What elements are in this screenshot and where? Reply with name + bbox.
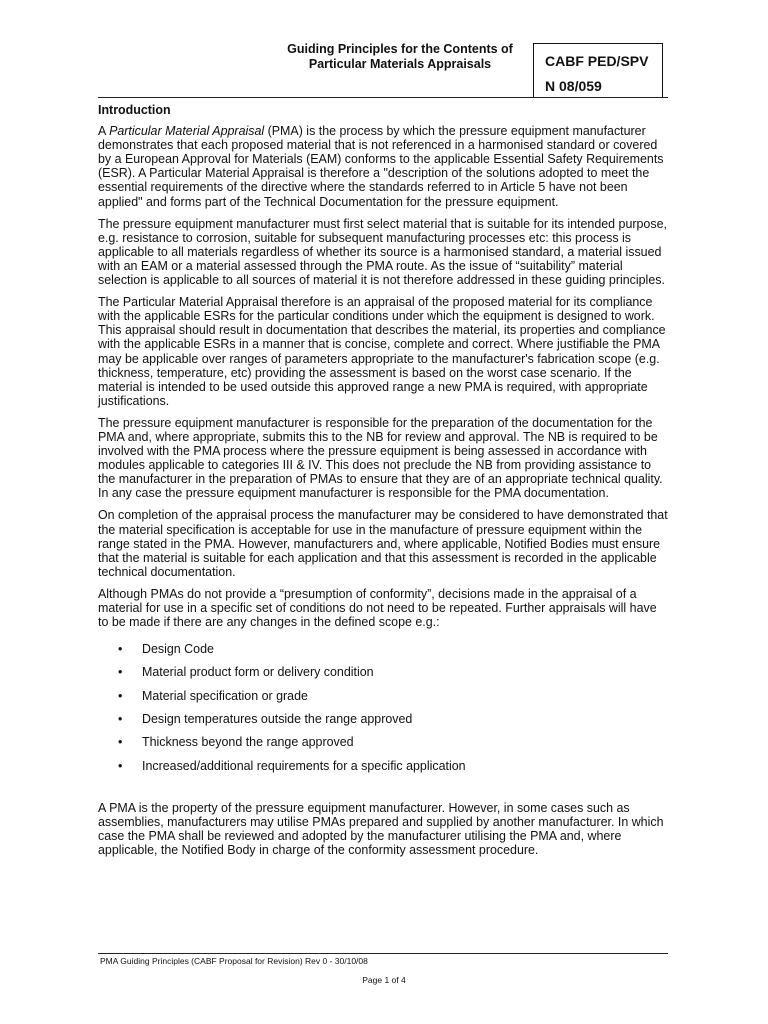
list-item [98, 759, 670, 773]
bullet-icon: • [118, 642, 123, 657]
list-item-text: Design Code [142, 642, 214, 657]
list-item [98, 689, 670, 703]
paragraph-4: The pressure equipment manufacturer is responsible for the preparation of the documentation for the PMA and, where appropriate, submits this to the NB for review and approval. The NB is required to be involved with the PMA process where the pressure equipment is being assessed in accordance with modules applicable to categories III & IV. This does not preclude the NB from providing assistance to the manufacturer in the preparation of PMAs to ensure that they are of an appropriate technical quality. In any case the pressure equipment manufacturer is responsible for the PMA documentation. [98, 415, 663, 501]
list-item [98, 665, 670, 679]
paragraph-7: A PMA is the property of the pressure equipment manufacturer. However, in some cases such as assemblies, manufacturers may utilise PMAs prepared and supplied by another manufacturer. In which case the PMA shall be reviewed and adopted by the manufacturer utilising the PMA and, where applicable, the Notified Body in charge of the conformity assessment procedure. [98, 800, 664, 857]
document-body [98, 103, 670, 865]
header-divider [98, 97, 668, 98]
reference-code: CABF PED/SPV [545, 53, 649, 69]
page-number: Page 1 of 4 [362, 975, 406, 985]
list-item [98, 642, 670, 656]
bullet-icon: • [118, 712, 123, 727]
document-title-line1: Guiding Principles for the Contents of [287, 42, 513, 56]
scope-change-list [98, 642, 670, 773]
list-item-text: Increased/additional requirements for a specific application [142, 758, 466, 773]
footer-divider [98, 953, 668, 954]
footer-text: PMA Guiding Principles (CABF Proposal for Revision) Rev 0 - 30/10/08 [100, 956, 368, 966]
paragraph-1-text: (PMA) is the process by which the pressure equipment manufacturer demonstrates that each proposed material that is not referenced in a harmonised standard or covered by a European Approval for Materials (EAM) conforms to the applicable Essential Safety Requirements (ESR). A Particular Material Appraisal is therefore a "description of the solutions adopted to meet the essential requirements of the directive where the standards referred to in Article 5 have not been applied" and forms part of the Technical Documentation for the pressure equipment. [98, 124, 664, 209]
bullet-icon: • [118, 735, 123, 750]
list-item-text: Material product form or delivery condition [142, 665, 374, 680]
document-title-line2: Particular Materials Appraisals [308, 57, 492, 71]
paragraph-1-emphasis: Particular Material Appraisal [109, 124, 265, 139]
bullet-icon: • [118, 758, 123, 773]
section-heading: Introduction [98, 103, 171, 117]
reference-number: N 08/059 [545, 78, 602, 94]
paragraph-2: The pressure equipment manufacturer must first select material that is suitable for its intended purpose, e.g. resistance to corrosion, suitable for subsequent manufacturing processes etc: this process is applicable to all materials regardless of whether its source is a harmonised standard, a material issued with an EAM or a material assessed through the PMA route. As the issue of “suitability” material selection is applicable to all sources of material it is not therefore addressed in these guiding principles. [98, 216, 667, 288]
bullet-icon: • [118, 688, 123, 703]
list-item-text: Design temperatures outside the range approved [142, 712, 413, 727]
paragraph-1 [98, 124, 670, 209]
bullet-icon: • [118, 665, 123, 680]
paragraph-6: Although PMAs do not provide a “presumption of conformity”, decisions made in the appraisal of a material for use in a specific set of conditions do not need to be repeated. Further appraisals will have to be made if there are any changes in the defined scope e.g.: [98, 586, 657, 630]
list-item [98, 735, 670, 749]
list-item-text: Material specification or grade [142, 688, 308, 703]
document-reference-box [533, 43, 663, 98]
list-item [98, 712, 670, 726]
paragraph-1-prefix: A [98, 124, 110, 139]
paragraph-3: The Particular Material Appraisal therefore is an appraisal of the proposed material for its compliance with the applicable ESRs for the particular conditions under which the equipment is designed to work. This appraisal should result in documentation that describes the material, its properties and compliance with the applicable ESRs in a manner that is concise, complete and correct. Where justifiable the PMA may be applicable over ranges of parameters appropriate to the manufacturer's fabrication scope (e.g. thickness, temperature, etc) providing the assessment is based on the worst case scenario. If the material is intended to be used outside this approved range a new PMA is required, with appropriate justifications. [98, 295, 666, 408]
list-item-text: Thickness beyond the range approved [142, 735, 354, 750]
paragraph-5: On completion of the appraisal process the manufacturer may be considered to have demonstrated that the material specification is acceptable for use in the manufacture of pressure equipment within the range stated in the PMA. However, manufacturers and, where applicable, Notified Bodies must ensure that the material is suitable for each application and that this assessment is recorded in the applicable technical documentation. [98, 508, 668, 579]
